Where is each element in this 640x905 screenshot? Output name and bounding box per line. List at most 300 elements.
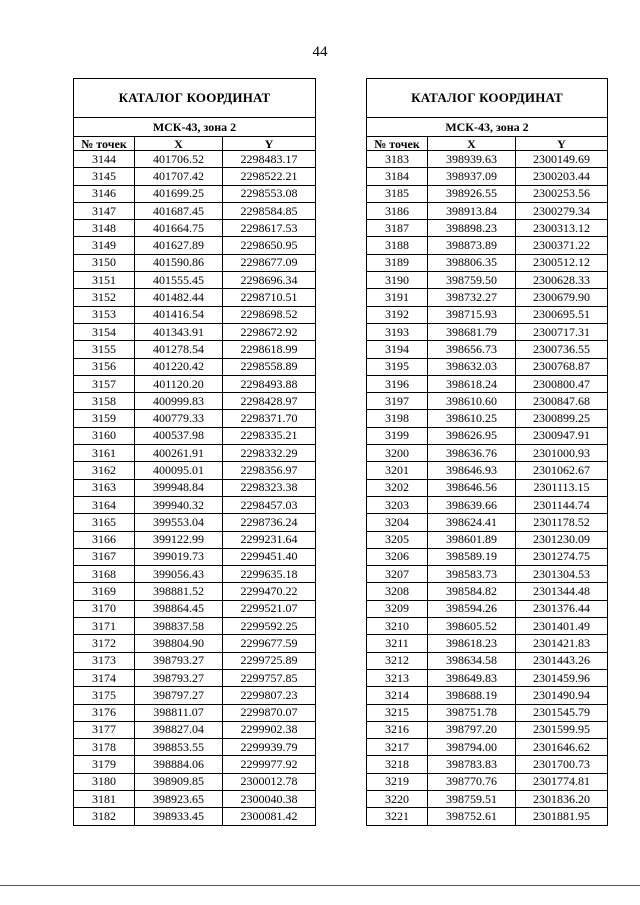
x-coordinate-cell: 398632.03 — [428, 358, 516, 375]
table-row — [74, 687, 316, 704]
x-coordinate-cell: 398634.58 — [428, 652, 516, 669]
point-number-cell: 3158 — [74, 393, 135, 410]
table-row — [74, 220, 316, 237]
y-coordinate-cell: 2300081.42 — [223, 808, 316, 825]
point-number-cell: 3215 — [367, 704, 428, 721]
point-number-cell: 3164 — [74, 496, 135, 513]
table-row — [74, 237, 316, 254]
point-number-cell: 3193 — [367, 323, 428, 340]
table-row — [367, 652, 608, 669]
y-coordinate-cell: 2300736.55 — [516, 341, 608, 358]
x-coordinate-cell: 398898.23 — [428, 220, 516, 237]
table-row — [367, 375, 608, 392]
x-coordinate-cell: 399019.73 — [135, 548, 223, 565]
table-row — [74, 358, 316, 375]
catalog-rows — [74, 151, 316, 826]
catalog-title: КАТАЛОГ КООРДИНАТ — [74, 79, 316, 118]
y-coordinate-cell: 2298617.53 — [223, 220, 316, 237]
x-coordinate-cell: 401664.75 — [135, 220, 223, 237]
table-row — [367, 445, 608, 462]
y-coordinate-cell: 2301700.73 — [516, 756, 608, 773]
y-coordinate-cell: 2300947.91 — [516, 427, 608, 444]
table-row — [74, 635, 316, 652]
y-coordinate-cell: 2299635.18 — [223, 566, 316, 583]
y-coordinate-cell: 2301490.94 — [516, 687, 608, 704]
column-header-x: X — [428, 137, 516, 151]
x-coordinate-cell: 401699.25 — [135, 185, 223, 202]
x-coordinate-cell: 398759.51 — [428, 790, 516, 807]
point-number-cell: 3144 — [74, 151, 135, 168]
x-coordinate-cell: 398752.61 — [428, 808, 516, 825]
y-coordinate-cell: 2298457.03 — [223, 496, 316, 513]
table-row — [74, 341, 316, 358]
x-coordinate-cell: 398797.27 — [135, 687, 223, 704]
y-coordinate-cell: 2301774.81 — [516, 773, 608, 790]
x-coordinate-cell: 398584.82 — [428, 583, 516, 600]
point-number-cell: 3153 — [74, 306, 135, 323]
x-coordinate-cell: 398589.19 — [428, 548, 516, 565]
y-coordinate-cell: 2300279.34 — [516, 202, 608, 219]
x-coordinate-cell: 398827.04 — [135, 721, 223, 738]
y-coordinate-cell: 2298332.29 — [223, 445, 316, 462]
x-coordinate-cell: 398759.50 — [428, 272, 516, 289]
y-coordinate-cell: 2298558.89 — [223, 358, 316, 375]
x-coordinate-cell: 398646.56 — [428, 479, 516, 496]
point-number-cell: 3173 — [74, 652, 135, 669]
point-number-cell: 3181 — [74, 790, 135, 807]
x-coordinate-cell: 401627.89 — [135, 237, 223, 254]
x-coordinate-cell: 398601.89 — [428, 531, 516, 548]
y-coordinate-cell: 2299870.07 — [223, 704, 316, 721]
table-row — [367, 790, 608, 807]
x-coordinate-cell: 400095.01 — [135, 462, 223, 479]
point-number-cell: 3189 — [367, 254, 428, 271]
point-number-cell: 3195 — [367, 358, 428, 375]
y-coordinate-cell: 2301344.48 — [516, 583, 608, 600]
point-number-cell: 3170 — [74, 600, 135, 617]
table-row — [367, 635, 608, 652]
point-number-cell: 3163 — [74, 479, 135, 496]
table-row — [367, 168, 608, 185]
x-coordinate-cell: 398909.85 — [135, 773, 223, 790]
y-coordinate-cell: 2299470.22 — [223, 583, 316, 600]
coordinate-catalog-right — [366, 78, 608, 826]
y-coordinate-cell: 2299592.25 — [223, 618, 316, 635]
y-coordinate-cell: 2301113.15 — [516, 479, 608, 496]
y-coordinate-cell: 2301376.44 — [516, 600, 608, 617]
point-number-cell: 3188 — [367, 237, 428, 254]
point-number-cell: 3209 — [367, 600, 428, 617]
point-number-cell: 3150 — [74, 254, 135, 271]
point-number-cell: 3165 — [74, 514, 135, 531]
point-number-cell: 3175 — [74, 687, 135, 704]
table-row — [74, 272, 316, 289]
x-coordinate-cell: 398649.83 — [428, 669, 516, 686]
point-number-cell: 3207 — [367, 566, 428, 583]
table-row — [367, 687, 608, 704]
x-coordinate-cell: 398923.65 — [135, 790, 223, 807]
point-number-cell: 3168 — [74, 566, 135, 583]
y-coordinate-cell: 2301836.20 — [516, 790, 608, 807]
table-row — [74, 479, 316, 496]
table-row — [367, 669, 608, 686]
coordinate-catalog-left — [73, 78, 316, 826]
y-coordinate-cell: 2300768.87 — [516, 358, 608, 375]
table-row — [74, 583, 316, 600]
table-row — [367, 514, 608, 531]
x-coordinate-cell: 401706.52 — [135, 151, 223, 168]
x-coordinate-cell: 401120.20 — [135, 375, 223, 392]
y-coordinate-cell: 2299521.07 — [223, 600, 316, 617]
y-coordinate-cell: 2299939.79 — [223, 739, 316, 756]
y-coordinate-cell: 2300203.44 — [516, 168, 608, 185]
table-row — [367, 531, 608, 548]
x-coordinate-cell: 398626.95 — [428, 427, 516, 444]
x-coordinate-cell: 398605.52 — [428, 618, 516, 635]
y-coordinate-cell: 2300012.78 — [223, 773, 316, 790]
point-number-cell: 3159 — [74, 410, 135, 427]
x-coordinate-cell: 399940.32 — [135, 496, 223, 513]
point-number-cell: 3171 — [74, 618, 135, 635]
y-coordinate-cell: 2301274.75 — [516, 548, 608, 565]
y-coordinate-cell: 2301144.74 — [516, 496, 608, 513]
point-number-cell: 3212 — [367, 652, 428, 669]
table-row — [367, 410, 608, 427]
y-coordinate-cell: 2298371.70 — [223, 410, 316, 427]
point-number-cell: 3198 — [367, 410, 428, 427]
x-coordinate-cell: 400999.83 — [135, 393, 223, 410]
point-number-cell: 3146 — [74, 185, 135, 202]
point-number-cell: 3180 — [74, 773, 135, 790]
point-number-cell: 3201 — [367, 462, 428, 479]
y-coordinate-cell: 2301881.95 — [516, 808, 608, 825]
point-number-cell: 3218 — [367, 756, 428, 773]
y-coordinate-cell: 2300717.31 — [516, 323, 608, 340]
y-coordinate-cell: 2300040.38 — [223, 790, 316, 807]
table-row — [74, 514, 316, 531]
y-coordinate-cell: 2301178.52 — [516, 514, 608, 531]
point-number-cell: 3154 — [74, 323, 135, 340]
y-coordinate-cell: 2298493.88 — [223, 375, 316, 392]
column-header-y: Y — [223, 137, 316, 151]
x-coordinate-cell: 398610.60 — [428, 393, 516, 410]
y-coordinate-cell: 2298335.21 — [223, 427, 316, 444]
point-number-cell: 3145 — [74, 168, 135, 185]
table-row — [367, 237, 608, 254]
point-number-cell: 3205 — [367, 531, 428, 548]
table-row — [74, 721, 316, 738]
table-row — [367, 462, 608, 479]
point-number-cell: 3206 — [367, 548, 428, 565]
point-number-cell: 3155 — [74, 341, 135, 358]
table-row — [74, 202, 316, 219]
point-number-cell: 3194 — [367, 341, 428, 358]
x-coordinate-cell: 401590.86 — [135, 254, 223, 271]
x-coordinate-cell: 398884.06 — [135, 756, 223, 773]
y-coordinate-cell: 2300899.25 — [516, 410, 608, 427]
x-coordinate-cell: 398939.63 — [428, 151, 516, 168]
x-coordinate-cell: 398806.35 — [428, 254, 516, 271]
table-row — [367, 202, 608, 219]
y-coordinate-cell: 2298356.97 — [223, 462, 316, 479]
x-coordinate-cell: 398937.09 — [428, 168, 516, 185]
point-number-cell: 3190 — [367, 272, 428, 289]
table-row — [74, 790, 316, 807]
x-coordinate-cell: 398751.78 — [428, 704, 516, 721]
table-row — [367, 479, 608, 496]
x-coordinate-cell: 398646.93 — [428, 462, 516, 479]
x-coordinate-cell: 398881.52 — [135, 583, 223, 600]
point-number-cell: 3185 — [367, 185, 428, 202]
table-row — [74, 600, 316, 617]
table-row — [74, 496, 316, 513]
y-coordinate-cell: 2298584.85 — [223, 202, 316, 219]
point-number-cell: 3147 — [74, 202, 135, 219]
table-row — [367, 185, 608, 202]
y-coordinate-cell: 2301646.62 — [516, 739, 608, 756]
table-row — [367, 566, 608, 583]
x-coordinate-cell: 398873.89 — [428, 237, 516, 254]
table-row — [74, 548, 316, 565]
y-coordinate-cell: 2298650.95 — [223, 237, 316, 254]
x-coordinate-cell: 398794.00 — [428, 739, 516, 756]
catalog-title: КАТАЛОГ КООРДИНАТ — [367, 79, 608, 118]
table-row — [74, 756, 316, 773]
y-coordinate-cell: 2300695.51 — [516, 306, 608, 323]
y-coordinate-cell: 2300628.33 — [516, 272, 608, 289]
table-row — [367, 583, 608, 600]
table-row — [367, 254, 608, 271]
y-coordinate-cell: 2298323.38 — [223, 479, 316, 496]
table-row — [367, 358, 608, 375]
point-number-cell: 3216 — [367, 721, 428, 738]
x-coordinate-cell: 400779.33 — [135, 410, 223, 427]
x-coordinate-cell: 401343.91 — [135, 323, 223, 340]
table-row — [74, 773, 316, 790]
y-coordinate-cell: 2301062.67 — [516, 462, 608, 479]
table-row — [74, 254, 316, 271]
x-coordinate-cell: 401555.45 — [135, 272, 223, 289]
table-row — [367, 393, 608, 410]
x-coordinate-cell: 398783.83 — [428, 756, 516, 773]
point-number-cell: 3204 — [367, 514, 428, 531]
y-coordinate-cell: 2298696.34 — [223, 272, 316, 289]
x-coordinate-cell: 398864.45 — [135, 600, 223, 617]
y-coordinate-cell: 2301230.09 — [516, 531, 608, 548]
x-coordinate-cell: 401687.45 — [135, 202, 223, 219]
y-coordinate-cell: 2298677.09 — [223, 254, 316, 271]
point-number-cell: 3217 — [367, 739, 428, 756]
column-header-y: Y — [516, 137, 608, 151]
x-coordinate-cell: 398624.41 — [428, 514, 516, 531]
table-row — [74, 306, 316, 323]
table-row — [367, 618, 608, 635]
x-coordinate-cell: 401278.54 — [135, 341, 223, 358]
point-number-cell: 3211 — [367, 635, 428, 652]
point-number-cell: 3176 — [74, 704, 135, 721]
table-row — [74, 566, 316, 583]
y-coordinate-cell: 2301401.49 — [516, 618, 608, 635]
y-coordinate-cell: 2299807.23 — [223, 687, 316, 704]
table-row — [74, 669, 316, 686]
x-coordinate-cell: 398639.66 — [428, 496, 516, 513]
table-row — [367, 220, 608, 237]
x-coordinate-cell: 398926.55 — [428, 185, 516, 202]
point-number-cell: 3169 — [74, 583, 135, 600]
y-coordinate-cell: 2298483.17 — [223, 151, 316, 168]
column-header-x: X — [135, 137, 223, 151]
y-coordinate-cell: 2298710.51 — [223, 289, 316, 306]
x-coordinate-cell: 398811.07 — [135, 704, 223, 721]
x-coordinate-cell: 399948.84 — [135, 479, 223, 496]
y-coordinate-cell: 2300679.90 — [516, 289, 608, 306]
table-row — [74, 168, 316, 185]
point-number-cell: 3200 — [367, 445, 428, 462]
x-coordinate-cell: 398933.45 — [135, 808, 223, 825]
y-coordinate-cell: 2300800.47 — [516, 375, 608, 392]
table-row — [367, 496, 608, 513]
point-number-cell: 3197 — [367, 393, 428, 410]
point-number-cell: 3213 — [367, 669, 428, 686]
x-coordinate-cell: 399122.99 — [135, 531, 223, 548]
point-number-cell: 3179 — [74, 756, 135, 773]
table-row — [367, 808, 608, 825]
table-row — [74, 410, 316, 427]
point-number-cell: 3196 — [367, 375, 428, 392]
point-number-cell: 3160 — [74, 427, 135, 444]
x-coordinate-cell: 398681.79 — [428, 323, 516, 340]
x-coordinate-cell: 398618.24 — [428, 375, 516, 392]
x-coordinate-cell: 400261.91 — [135, 445, 223, 462]
table-row — [74, 531, 316, 548]
x-coordinate-cell: 401220.42 — [135, 358, 223, 375]
x-coordinate-cell: 398797.20 — [428, 721, 516, 738]
y-coordinate-cell: 2300313.12 — [516, 220, 608, 237]
table-row — [74, 739, 316, 756]
point-number-cell: 3183 — [367, 151, 428, 168]
table-row — [74, 427, 316, 444]
table-row — [367, 151, 608, 168]
y-coordinate-cell: 2300253.56 — [516, 185, 608, 202]
y-coordinate-cell: 2298736.24 — [223, 514, 316, 531]
y-coordinate-cell: 2298618.99 — [223, 341, 316, 358]
point-number-cell: 3151 — [74, 272, 135, 289]
table-row — [74, 462, 316, 479]
column-header-point-number: № точек — [74, 137, 135, 151]
y-coordinate-cell: 2301421.83 — [516, 635, 608, 652]
table-row — [74, 618, 316, 635]
table-row — [367, 704, 608, 721]
x-coordinate-cell: 398715.93 — [428, 306, 516, 323]
y-coordinate-cell: 2301545.79 — [516, 704, 608, 721]
point-number-cell: 3166 — [74, 531, 135, 548]
y-coordinate-cell: 2298553.08 — [223, 185, 316, 202]
point-number-cell: 3214 — [367, 687, 428, 704]
y-coordinate-cell: 2301000.93 — [516, 445, 608, 462]
footer-divider — [0, 885, 640, 886]
point-number-cell: 3167 — [74, 548, 135, 565]
x-coordinate-cell: 399056.43 — [135, 566, 223, 583]
x-coordinate-cell: 398732.27 — [428, 289, 516, 306]
y-coordinate-cell: 2301443.26 — [516, 652, 608, 669]
point-number-cell: 3152 — [74, 289, 135, 306]
point-number-cell: 3161 — [74, 445, 135, 462]
x-coordinate-cell: 398583.73 — [428, 566, 516, 583]
y-coordinate-cell: 2299725.89 — [223, 652, 316, 669]
y-coordinate-cell: 2298672.92 — [223, 323, 316, 340]
y-coordinate-cell: 2301599.95 — [516, 721, 608, 738]
y-coordinate-cell: 2300371.22 — [516, 237, 608, 254]
table-row — [74, 323, 316, 340]
y-coordinate-cell: 2301459.96 — [516, 669, 608, 686]
table-row — [74, 185, 316, 202]
point-number-cell: 3202 — [367, 479, 428, 496]
table-row — [74, 393, 316, 410]
x-coordinate-cell: 398770.76 — [428, 773, 516, 790]
y-coordinate-cell: 2299977.92 — [223, 756, 316, 773]
x-coordinate-cell: 398793.27 — [135, 652, 223, 669]
page-number: 44 — [312, 44, 328, 60]
table-row — [367, 739, 608, 756]
point-number-cell: 3220 — [367, 790, 428, 807]
point-number-cell: 3219 — [367, 773, 428, 790]
point-number-cell: 3174 — [74, 669, 135, 686]
catalog-rows — [367, 151, 608, 826]
point-number-cell: 3182 — [74, 808, 135, 825]
x-coordinate-cell: 401482.44 — [135, 289, 223, 306]
zone-label: МСК-43, зона 2 — [367, 118, 608, 137]
x-coordinate-cell: 398618.23 — [428, 635, 516, 652]
table-row — [74, 652, 316, 669]
table-row — [367, 289, 608, 306]
x-coordinate-cell: 401416.54 — [135, 306, 223, 323]
point-number-cell: 3192 — [367, 306, 428, 323]
x-coordinate-cell: 398636.76 — [428, 445, 516, 462]
zone-label: МСК-43, зона 2 — [74, 118, 316, 137]
point-number-cell: 3208 — [367, 583, 428, 600]
column-header-point-number: № точек — [367, 137, 428, 151]
y-coordinate-cell: 2299757.85 — [223, 669, 316, 686]
table-row — [74, 289, 316, 306]
y-coordinate-cell: 2300512.12 — [516, 254, 608, 271]
x-coordinate-cell: 398853.55 — [135, 739, 223, 756]
point-number-cell: 3184 — [367, 168, 428, 185]
table-row — [74, 445, 316, 462]
y-coordinate-cell: 2299231.64 — [223, 531, 316, 548]
table-row — [367, 323, 608, 340]
point-number-cell: 3199 — [367, 427, 428, 444]
point-number-cell: 3186 — [367, 202, 428, 219]
point-number-cell: 3149 — [74, 237, 135, 254]
point-number-cell: 3162 — [74, 462, 135, 479]
y-coordinate-cell: 2298698.52 — [223, 306, 316, 323]
table-row — [74, 808, 316, 825]
x-coordinate-cell: 398656.73 — [428, 341, 516, 358]
table-row — [74, 151, 316, 168]
point-number-cell: 3221 — [367, 808, 428, 825]
point-number-cell: 3203 — [367, 496, 428, 513]
x-coordinate-cell: 398913.84 — [428, 202, 516, 219]
x-coordinate-cell: 398837.58 — [135, 618, 223, 635]
y-coordinate-cell: 2298522.21 — [223, 168, 316, 185]
table-row — [74, 704, 316, 721]
table-row — [367, 548, 608, 565]
x-coordinate-cell: 401707.42 — [135, 168, 223, 185]
table-row — [367, 341, 608, 358]
table-row — [367, 721, 608, 738]
table-row — [367, 427, 608, 444]
point-number-cell: 3148 — [74, 220, 135, 237]
